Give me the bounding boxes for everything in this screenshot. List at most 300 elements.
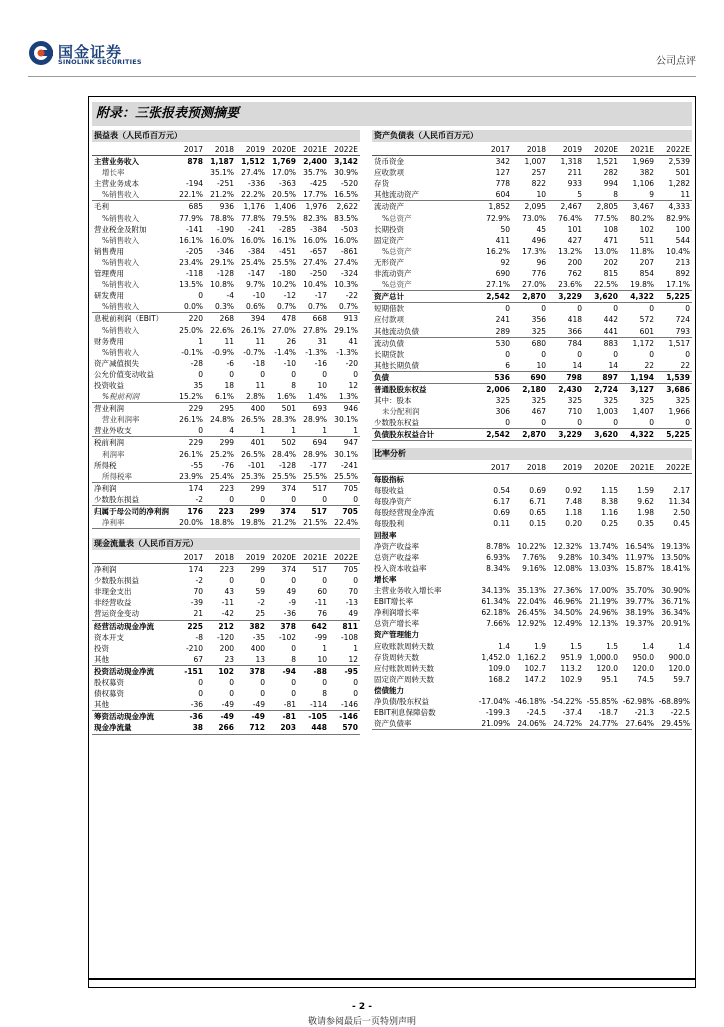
table-row [372, 530, 692, 541]
row-value: 418 [567, 315, 582, 325]
row-label: 少数股东损益 [92, 494, 174, 506]
year-header-row [372, 462, 692, 474]
row-value: 28.4% [272, 449, 296, 459]
row-value: 36.34% [661, 608, 690, 618]
table-row [372, 585, 692, 596]
row-value: -1.3% [305, 347, 327, 357]
row-value: 442 [603, 315, 618, 325]
row-value: -21.3 [634, 708, 654, 718]
row-value: 0 [613, 304, 618, 314]
table-row [92, 347, 360, 358]
row-value: -336 [247, 179, 265, 189]
brand-name-cn: 国金证券 [58, 43, 123, 61]
page-header [0, 0, 724, 80]
row-value: 223 [218, 507, 234, 516]
row-value [512, 629, 548, 640]
row-value: 1,406 [274, 202, 296, 212]
row-value: 1,517 [668, 338, 690, 348]
row-value: 0.92 [565, 486, 582, 496]
row-value [548, 629, 584, 640]
row-label: 总资产收益率 [374, 552, 419, 562]
row-label: %销售收入 [102, 280, 140, 290]
row-label: 息税前利润（EBIT） [94, 314, 164, 324]
row-value: 39.77% [625, 597, 654, 607]
row-value: 530 [495, 338, 510, 348]
year-header: 2019 [548, 462, 584, 474]
row-value: 3,142 [334, 157, 358, 167]
row-value: 0 [198, 689, 203, 699]
row-value: 1.15 [601, 486, 618, 496]
row-value: -190 [216, 224, 234, 234]
row-value: 1 [236, 425, 267, 437]
row-value: 26.1% [241, 325, 265, 335]
row-value: 11.97% [625, 552, 654, 562]
row-label: 存货 [374, 179, 389, 189]
table-row [92, 369, 360, 380]
row-value: 471 [603, 235, 618, 245]
row-value [548, 685, 584, 696]
row-value: 1,521 [596, 157, 618, 167]
row-value: 0 [291, 369, 296, 379]
row-label: 投入资本收益率 [374, 563, 427, 573]
row-value: -0.7% [243, 347, 265, 357]
row-value: -17.04% [478, 696, 510, 706]
year-header: 2021E [298, 552, 329, 564]
row-value: 6 [476, 360, 512, 372]
row-value: 0 [229, 689, 234, 699]
table-row [92, 414, 360, 425]
row-value: 27.36% [553, 586, 582, 596]
table-row [372, 349, 692, 360]
row-value: 225 [187, 621, 203, 631]
table-row [372, 213, 692, 224]
table-row [372, 257, 692, 268]
row-value: 120.0 [632, 663, 654, 673]
row-value: -36 [174, 699, 205, 711]
row-value: 0 [613, 349, 618, 359]
table-row [92, 722, 360, 734]
table-row [92, 391, 360, 403]
row-value: 8 [291, 380, 296, 390]
row-value: 8 [322, 689, 327, 699]
row-label: 总资产增长率 [374, 619, 419, 629]
row-value: 174 [188, 565, 203, 575]
row-value: 1,003 [596, 407, 618, 417]
row-label: 筹资活动现金净流 [94, 712, 154, 722]
row-value: -22.5 [670, 708, 690, 718]
row-value: 29.1% [210, 257, 234, 267]
table-row [372, 291, 692, 303]
row-value: 41 [348, 336, 358, 346]
row-value: 59 [255, 587, 265, 597]
row-value: 102 [639, 224, 654, 234]
row-value: 570 [329, 722, 360, 734]
row-value: 0 [198, 369, 203, 379]
row-value: 705 [343, 565, 358, 575]
row-value: 448 [298, 722, 329, 734]
row-value: 28.9% [303, 415, 327, 425]
row-value: 35.13% [517, 586, 546, 596]
row-value: -20 [345, 358, 358, 368]
row-value: 8 [267, 654, 298, 666]
row-value: 1.9 [534, 641, 546, 651]
row-value: 21.09% [476, 718, 512, 730]
row-label: %税前利润 [92, 391, 174, 403]
row-value: -177 [309, 460, 327, 470]
row-value: -36 [189, 712, 203, 722]
row-value: 266 [205, 722, 236, 734]
row-label: 净资产收益率 [374, 541, 419, 551]
row-value: -11 [314, 598, 327, 608]
row-value: 16.0% [241, 235, 265, 245]
row-value: 26.45% [517, 608, 546, 618]
row-label: 资产负债率 [372, 718, 476, 730]
income-statement-table [92, 144, 360, 529]
row-value: 30.9% [334, 168, 358, 178]
row-label: 研发费用 [94, 291, 124, 301]
row-value: -55 [190, 460, 203, 470]
row-value: 897 [584, 371, 620, 383]
row-value: 5,225 [656, 291, 692, 303]
row-value: 120.0 [596, 663, 618, 673]
row-value: -24.5 [526, 708, 546, 718]
row-value: 168.2 [488, 674, 510, 684]
row-value: 35.7% [303, 168, 327, 178]
row-value: 147.2 [524, 674, 546, 684]
row-label: 主营业务成本 [94, 179, 139, 189]
row-value: 25.5% [272, 257, 296, 267]
row-value: 17.0% [272, 168, 296, 178]
row-value: 1 [322, 643, 327, 653]
row-value: 946 [343, 404, 358, 414]
table-row [372, 279, 692, 291]
row-value: 12.32% [553, 541, 582, 551]
row-value: 24.8% [210, 415, 234, 425]
table-row [92, 711, 360, 723]
row-value: 0 [512, 417, 548, 429]
row-value: -76 [221, 460, 234, 470]
row-value: -2 [174, 494, 205, 506]
row-value: -141 [185, 224, 203, 234]
brand-name-en: SINOLINK SECURITIES [58, 58, 142, 66]
row-value: 366 [548, 326, 584, 338]
row-value: 2,467 [560, 202, 582, 212]
row-value: 22 [620, 360, 656, 372]
row-value: -0.9% [212, 347, 234, 357]
row-value: 102.9 [560, 674, 582, 684]
row-value: 3,686 [666, 384, 690, 394]
row-value: 0 [291, 678, 296, 688]
year-header: 2019 [236, 552, 267, 564]
table-row [372, 246, 692, 257]
row-value: 14 [584, 360, 620, 372]
row-value: -18 [252, 358, 265, 368]
row-label: 净负债/股东权益 [374, 696, 430, 706]
row-value: 776 [531, 269, 546, 279]
row-value [476, 474, 512, 486]
row-value: 0 [656, 417, 692, 429]
row-value [584, 574, 620, 585]
row-value: 9 [620, 189, 656, 201]
row-label: %销售收入 [102, 213, 140, 223]
row-value: 680 [531, 338, 546, 348]
row-value: 325 [675, 396, 690, 406]
row-value: 1,194 [620, 371, 656, 383]
row-value: -42 [205, 608, 236, 620]
row-label: 现金净流量 [92, 722, 174, 734]
row-label: 负债股东权益合计 [372, 429, 476, 441]
row-value: 19.37% [625, 619, 654, 629]
row-value: 374 [281, 565, 296, 575]
row-label: 净利率 [92, 517, 174, 529]
row-value: 0 [322, 369, 327, 379]
row-value: 356 [531, 315, 546, 325]
row-value: -384 [309, 224, 327, 234]
row-value: -17 [314, 291, 327, 301]
row-value: 22.5% [584, 279, 620, 291]
row-label: 资本开支 [94, 632, 124, 642]
row-value: 8.78% [486, 541, 510, 551]
income-statement-title: 损益表（人民币百万元） [92, 130, 360, 142]
row-label: 负债 [372, 371, 476, 383]
cashflow-statement-title: 现金流量表（人民币百万元） [92, 538, 360, 550]
table-row [92, 564, 360, 576]
row-value: 268 [219, 314, 234, 324]
table-row [92, 290, 360, 301]
row-value: -99 [314, 632, 327, 642]
year-header: 2020E [267, 144, 298, 156]
row-value [656, 530, 692, 541]
row-value [512, 574, 548, 585]
row-value: 705 [342, 507, 358, 516]
row-value: 1.4% [298, 391, 329, 403]
row-value: 1.59 [637, 486, 654, 496]
row-value: 2,805 [596, 202, 618, 212]
row-label: 其他长期负债 [372, 360, 476, 372]
row-value: 27.4% [303, 257, 327, 267]
row-value: 1 [298, 425, 329, 437]
row-value: -9 [288, 598, 296, 608]
row-value: 0.11 [493, 519, 510, 529]
row-label: 主营业务收入增长率 [374, 586, 442, 596]
row-value: 20.91% [661, 619, 690, 629]
row-value: 22.6% [210, 325, 234, 335]
row-value [512, 474, 548, 486]
row-value: 604 [476, 189, 512, 201]
year-header: 2021E [298, 144, 329, 156]
row-value: 0 [236, 494, 267, 506]
row-value: 6.1% [205, 391, 236, 403]
row-value: 3,620 [584, 429, 620, 441]
row-value: 1.4 [498, 641, 510, 651]
row-value: 892 [675, 269, 690, 279]
year-header-row [372, 144, 692, 156]
table-row [372, 201, 692, 213]
row-value: -68.89% [658, 696, 690, 706]
row-value: 12.92% [517, 619, 546, 629]
row-value: 0 [198, 291, 203, 301]
row-label: 归属于母公司的净利润 [94, 507, 169, 516]
table-row [372, 406, 692, 417]
row-value: -10 [252, 291, 265, 301]
row-value: 1 [267, 425, 298, 437]
row-label: 净利润增长率 [374, 608, 419, 618]
row-value: 2,542 [476, 429, 512, 441]
row-value: 101 [567, 224, 582, 234]
appendix-title: 附录：三张报表预测摘要 [92, 102, 692, 126]
cashflow-statement-table [92, 552, 360, 735]
row-label: %销售收入 [102, 257, 140, 267]
row-value: -118 [185, 269, 203, 279]
year-header: 2019 [236, 144, 267, 156]
row-value: 22 [656, 360, 692, 372]
row-label: 其他 [92, 699, 174, 711]
row-value: 3,229 [548, 429, 584, 441]
table-row [372, 718, 692, 730]
row-label: 普通股股东权益 [374, 384, 427, 394]
row-label: EBIT利息保障倍数 [374, 708, 436, 718]
row-value: 24.77% [584, 718, 620, 730]
row-value: 22.2% [236, 189, 267, 201]
table-row [92, 449, 360, 460]
row-value: 1.5 [606, 641, 618, 651]
row-value: 705 [343, 483, 358, 493]
row-value: 67 [174, 654, 205, 666]
row-value: 108 [603, 224, 618, 234]
row-value: -2 [195, 576, 203, 586]
row-value: 35.70% [625, 586, 654, 596]
table-row [92, 301, 360, 313]
row-value: 1.4 [678, 641, 690, 651]
row-label: 增长率 [102, 168, 125, 178]
row-value: 77.5% [594, 213, 618, 223]
header-divider [28, 76, 696, 77]
row-value [656, 685, 692, 696]
row-value: 401 [250, 438, 265, 448]
year-header: 2017 [174, 552, 205, 564]
row-label: 销售费用 [94, 246, 124, 256]
row-label: 利润率 [102, 449, 125, 459]
row-value: 900.0 [668, 652, 690, 662]
row-value: 76 [298, 608, 329, 620]
row-value: 50 [500, 224, 510, 234]
table-row [92, 482, 360, 494]
year-header: 2018 [205, 144, 236, 156]
row-label: 营业外收支 [92, 425, 174, 437]
row-value: 0 [291, 689, 296, 699]
row-value: 10 [298, 654, 329, 666]
row-value: 0 [577, 304, 582, 314]
row-value: -62.98% [622, 696, 654, 706]
row-label: 应付款项 [374, 315, 404, 325]
row-value: 7.48 [565, 497, 582, 507]
table-row [372, 326, 692, 338]
row-value: 18 [224, 380, 234, 390]
row-value: 1,769 [272, 157, 296, 167]
row-value: 21.2% [205, 189, 236, 201]
year-header: 2020E [584, 462, 620, 474]
row-value: 0 [505, 349, 510, 359]
row-label: 应收账款周转天数 [374, 641, 434, 651]
row-value: 762 [567, 269, 582, 279]
row-value: 16.5% [329, 189, 360, 201]
row-value: 10.34% [589, 552, 618, 562]
row-value: 12 [329, 654, 360, 666]
row-value: 100 [675, 224, 690, 234]
row-value: 30.1% [334, 415, 358, 425]
year-header-row [92, 552, 360, 564]
row-value: -94 [282, 666, 296, 676]
row-value: 2,870 [512, 429, 548, 441]
table-row [372, 485, 692, 496]
row-value: 220 [188, 314, 203, 324]
row-value: 0 [476, 417, 512, 429]
row-label: 无形资产 [374, 257, 404, 267]
row-value [548, 574, 584, 585]
row-value: 8.34% [486, 563, 510, 573]
row-value: 203 [267, 722, 298, 734]
table-row [92, 189, 360, 201]
row-value: 176 [187, 507, 203, 516]
row-value: -37.4 [562, 708, 582, 718]
row-label: 增长率 [374, 574, 397, 584]
disclaimer-notice: 敬请参阅最后一页特别声明 [307, 1017, 416, 1027]
row-value: 13.50% [661, 552, 690, 562]
row-value: 0 [322, 678, 327, 688]
table-row [372, 574, 692, 585]
row-value: -210 [185, 643, 203, 653]
row-value: 4,322 [620, 429, 656, 441]
row-value: 25.4% [241, 257, 265, 267]
table-row [372, 268, 692, 279]
row-value: 13.74% [589, 541, 618, 551]
row-value: 378 [249, 666, 265, 676]
row-label: 净利润 [94, 565, 117, 575]
row-value: 9.16% [522, 563, 546, 573]
row-value: 1,966 [668, 407, 690, 417]
row-value: 30.1% [334, 449, 358, 459]
row-label: %销售收入 [92, 301, 174, 313]
row-value [548, 474, 584, 486]
row-value: 16.0% [210, 235, 234, 245]
row-value: 299 [250, 565, 265, 575]
row-label: 其他流动资产 [372, 189, 476, 201]
row-value: 2.17 [673, 486, 690, 496]
row-value: 342 [495, 157, 510, 167]
row-label: 应收款项 [374, 168, 404, 178]
row-value: 21.2% [267, 517, 298, 529]
row-value: 306 [495, 407, 510, 417]
row-value [584, 530, 620, 541]
row-value: 854 [639, 269, 654, 279]
row-label: 少数股东损益 [94, 576, 139, 586]
row-value: 17.1% [656, 279, 692, 291]
row-label: 每股股利 [374, 519, 404, 529]
row-value: 5 [548, 189, 584, 201]
row-value: 207 [639, 257, 654, 267]
row-value: 22.1% [174, 189, 205, 201]
table-row [372, 541, 692, 552]
row-value: 16.2% [486, 246, 510, 256]
row-value: 23.9% [174, 471, 205, 483]
row-label: 长期贷款 [374, 349, 404, 359]
table-row [372, 383, 692, 395]
row-label: 回报率 [374, 530, 397, 540]
row-value: 241 [495, 315, 510, 325]
row-value: -49 [236, 699, 267, 711]
row-value: 1,106 [632, 179, 654, 189]
row-value: 3,467 [632, 202, 654, 212]
